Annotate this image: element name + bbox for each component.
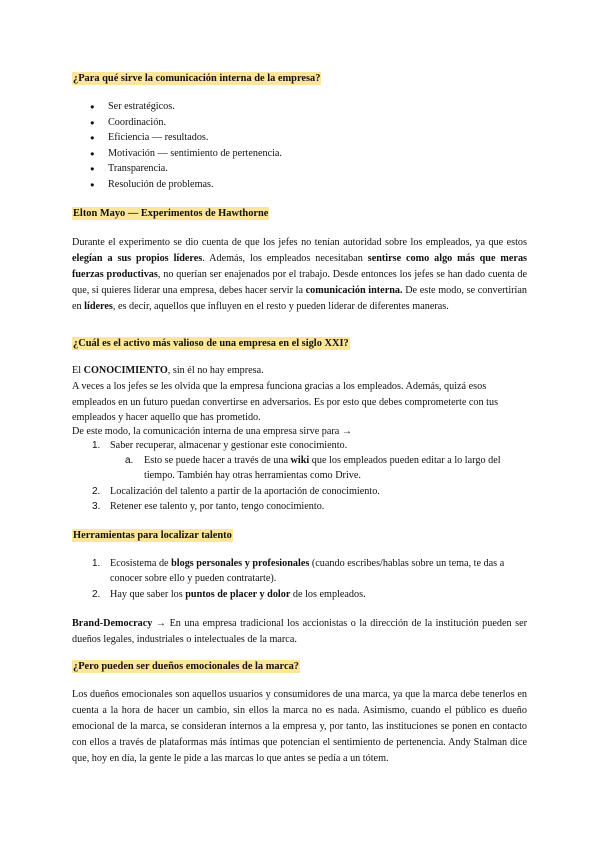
text-run: , sin él no hay empresa. <box>167 365 264 376</box>
text-run: Esto se puede hacer a través de una <box>144 455 291 466</box>
bold-text: wiki <box>290 455 310 466</box>
text-run: Durante el experimento se dio cuenta de que los jefes no tenían autoridad sobre los empleados, ya que estos <box>72 237 527 248</box>
bold-text: puntos de placer y dolor <box>185 588 291 600</box>
communication-purpose-line: De este modo, la comunicación interna de una empresa sirve para → <box>72 426 353 437</box>
list-number: 1. <box>92 558 101 569</box>
text-run: . Además, los empleados necesitaban <box>202 252 368 264</box>
list-letter: a. <box>125 455 134 466</box>
list-item-text: Retener ese talento y, por tanto, tengo conocimiento. <box>110 501 325 513</box>
list-item: ● Resolución de problemas. <box>72 177 522 193</box>
list-item <box>72 499 532 514</box>
list-number: 2. <box>92 588 101 600</box>
knowledge-line <box>72 363 527 379</box>
list-item: ● Ser estratégicos. <box>72 99 522 115</box>
list-item: ● Motivación — sentimiento de pertenencia. <box>72 146 522 162</box>
list-item <box>72 556 532 587</box>
emotional-owners-paragraph: Los dueños emocionales son aquellos usuarios y consumidores de una marca, ya que la marca debe tenerlos en cuenta a la hora de hacer un cambio, sin ellos la marca no es nada. Asimismo, cuando el público es dueño emocional de la marca, se consideran internos a la empresa y, por tanto, las instituciones se ponen en contacto con ellos a través de plataformas más íntimas que potencian el sentimiento de pertenencia. Andy Stalman dice que, hoy en día, la gente le pide a las marcas lo que antes se pedía a un tótem. <box>72 689 527 764</box>
list-item: ● Eficiencia — resultados. <box>72 130 522 146</box>
list-item-text: Localización del talento a partir de la aportación de conocimiento. <box>110 486 380 497</box>
wiki-sub-item <box>125 453 528 484</box>
list-item <box>72 587 532 602</box>
text-run: → En una empresa tradicional los accionistas o la dirección de la institución pueden ser dueños legales, industriales o intelectuales de la marca. <box>72 618 527 645</box>
heading-elton-mayo: Elton Mayo — Experimentos de Hawthorne <box>73 208 269 219</box>
elton-mayo-paragraph <box>72 235 527 315</box>
list-number: 3. <box>92 501 101 513</box>
heading-most-valuable-asset: ¿Cuál es el activo más valioso de una empresa en el siglo XXI? <box>73 338 349 349</box>
bold-text: líderes <box>84 300 113 312</box>
knowledge-numbered-list <box>72 438 532 453</box>
bold-text: comunicación interna. <box>305 284 403 296</box>
text-run: De este modo, se convertirían en <box>72 284 527 312</box>
list-item <box>72 484 532 499</box>
heading-emotional-owners: ¿Pero pueden ser dueños emocionales de la marca? <box>73 661 299 672</box>
list-number: 2. <box>92 486 101 497</box>
employees-paragraph: A veces a los jefes se les olvida que la empresa funciona gracias a los empleados. Además, quizá esos empleados en un futuro puedan convertirse en adversarios. Es por esto que debes comprometerte con tus empleados y hacer aquello que has prometido. <box>72 381 499 424</box>
knowledge-numbered-list-cont <box>72 484 532 515</box>
text-run: de los empleados. <box>290 588 366 600</box>
bold-text: sentirse como algo más que meras fuerzas productivas <box>72 252 527 280</box>
list-item: ● Coordinación. <box>72 115 522 131</box>
list-item <box>72 438 532 453</box>
list-item: ● Transparencia. <box>72 161 522 177</box>
bold-text: Brand-Democracy <box>72 618 153 629</box>
text-run: Hay que saber los <box>110 588 186 600</box>
list-number: 1. <box>92 440 101 451</box>
bold-text: blogs personales y profesionales <box>171 558 310 569</box>
text-run: El <box>72 365 84 376</box>
heading-talent-tools: Herramientas para localizar talento <box>73 530 232 541</box>
text-run: , es decir, aquellos que influyen en el resto y pueden liderar de diferentes maneras. <box>112 300 449 312</box>
text-run: (cuando escribes/hablas sobre un tema, te das a conocer sobre ello y pueden contratarte). <box>110 558 505 585</box>
heading-internal-communication: ¿Para qué sirve la comunicación interna de la empresa? <box>73 73 321 84</box>
list-item-text: Saber recuperar, almacenar y gestionar este conocimiento. <box>110 440 348 451</box>
text-run: que los empleados pueden editar a lo largo del tiempo. También hay otras herramientas como Drive. <box>144 455 501 482</box>
talent-tools-list <box>72 556 532 602</box>
text-run: Ecosistema de <box>110 558 172 569</box>
purpose-bullet-list <box>72 99 522 193</box>
bold-text: elegían a sus propios líderes <box>72 252 203 264</box>
bold-text: CONOCIMIENTO <box>83 365 168 376</box>
brand-democracy-paragraph <box>72 616 527 648</box>
text-run: , no querían ser enajenados por el trabajo. Desde entonces los jefes se han dado cuenta de que, si quieres liderar una empresa, debes hacer servir la <box>72 268 527 296</box>
